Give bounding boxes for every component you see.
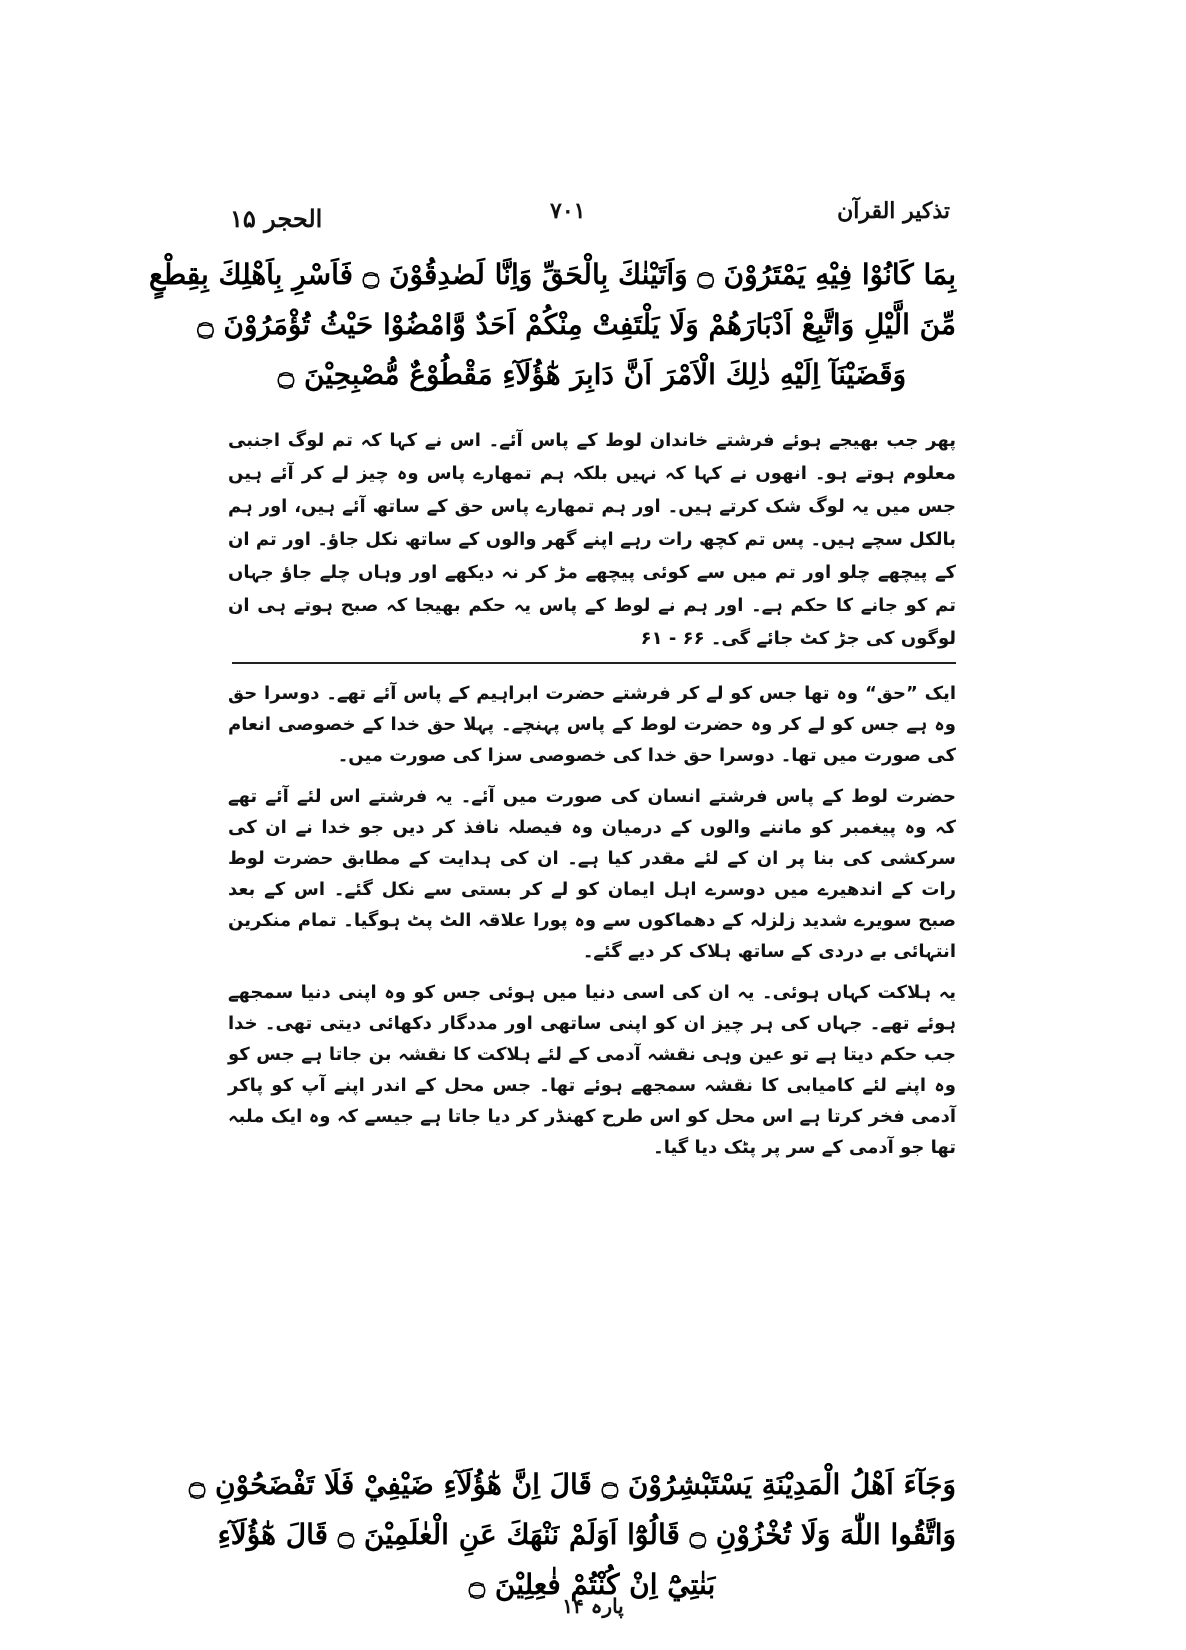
translation-text: پھر جب بھیجے ہوئے فرشتے خاندان لوط کے پاس آئے۔ اس نے کہا کہ تم لوگ اجنبی معلوم ہوتے ہو۔ انھوں نے کہا کہ نہیں بلکہ ہم تمھارے پاس وہ چیز لے کر آئے ہیں جس میں یہ لوگ شک کرتے ہیں۔ اور ہم تمھارے پاس حق کے ساتھ آئے ہیں، اور ہم بالکل سچے ہیں۔ پس تم کچھ رات رہے اپنے گھر والوں کے ساتھ نکل جاؤ۔ اور تم ان کے پیچھے چلو اور تم میں سے کوئی پیچھے مڑ کر نہ دیکھے اور وہاں چلے جاؤ جہاں تم کو جانے کا حکم ہے۔ اور ہم نے لوط کے پاس یہ حکم بھیجا کہ صبح ہوتے ہی ان لوگوں کی جڑ کٹ جائے گی۔ ۶۶ - ۶۱ bbox=[228, 430, 956, 649]
page-header bbox=[230, 198, 950, 242]
verse-line: بِمَا كَانُوْا فِيْهِ يَمْتَرُوْنَ ۝ وَاَتَيْنٰكَ بِالْحَقِّ وَاِنَّا لَصٰدِقُوْنَ ۝ فَاَسْرِ بِاَهْلِكَ بِقِطْعٍ bbox=[148, 258, 956, 291]
translation-block bbox=[228, 424, 956, 655]
surah-label: الحجر ۱۵ bbox=[230, 204, 323, 233]
commentary-paragraph: حضرت لوط کے پاس فرشتے انسان کی صورت میں آئے۔ یہ فرشتے اس لئے آئے تھے کہ وہ پیغمبر کو ماننے والوں کے درمیان وہ فیصلہ نافذ کر دیں جو خدا نے ان کی سرکشی کی بنا پر ان کے لئے مقدر کیا ہے۔ ان کی ہدایت کے مطابق حضرت لوط رات کے اندھیرے میں دوسرے اہل ایمان کو لے کر بستی سے نکل گئے۔ اس کے بعد صبح سویرے شدید زلزلہ کے دھماکوں سے وہ پورا علاقہ الٹ پٹ ہوگیا۔ تمام منکرین انتہائی بے دردی کے ساتھ ہلاک کر دیے گئے۔ bbox=[228, 786, 956, 962]
verse-line: وَاتَّقُوا اللّٰهَ وَلَا تُخْزُوْنِ ۝ قَالُوْٓا اَوَلَمْ نَنْهَكَ عَنِ الْعٰلَمِيْنَ ۝ قَالَ هٰٓؤُلَآءِ bbox=[217, 1518, 956, 1551]
verses-top bbox=[148, 250, 956, 400]
verse-line: وَجَآءَ اَهْلُ الْمَدِيْنَةِ يَسْتَبْشِرُوْنَ ۝ قَالَ اِنَّ هٰٓؤُلَآءِ ضَيْفِيْ فَلَا تَفْضَحُوْنِ ۝ bbox=[188, 1468, 956, 1501]
verse-line: بَنٰتِيْٓ اِنْ كُنْتُمْ فٰعِلِيْنَ ۝ bbox=[468, 1568, 716, 1601]
commentary-paragraph: ایک ”حق“ وہ تھا جس کو لے کر فرشتے حضرت ابراہیم کے پاس آئے تھے۔ دوسرا حق وہ ہے جس کو لے کر وہ حضرت لوط کے پاس پہنچے۔ پہلا حق خدا کے خصوصی انعام کی صورت میں تھا۔ دوسرا حق خدا کی خصوصی سزا کی صورت میں۔ bbox=[228, 683, 956, 766]
para-label: پارہ ۱۴ bbox=[562, 1594, 624, 1618]
commentary-block bbox=[228, 678, 956, 1163]
verse-line: وَقَضَيْنَآ اِلَيْهِ ذٰلِكَ الْاَمْرَ اَنَّ دَابِرَ هٰٓؤُلَآءِ مَقْطُوْعٌ مُّصْبِحِيْنَ ۝ bbox=[277, 358, 907, 391]
verse-line: مِّنَ الَّيْلِ وَاتَّبِعْ اَدْبَارَهُمْ وَلَا يَلْتَفِتْ مِنْكُمْ اَحَدٌ وَّامْضُوْا حَيْثُ تُؤْمَرُوْنَ ۝ bbox=[197, 308, 956, 341]
commentary-paragraph: یہ ہلاکت کہاں ہوئی۔ یہ ان کی اسی دنیا میں ہوئی جس کو وہ اپنی دنیا سمجھے ہوئے تھے۔ جہاں کی ہر چیز ان کو اپنی ساتھی اور مددگار دکھائی دیتی تھی۔ خدا جب حکم دیتا ہے تو عین وہی نقشہ آدمی کے لئے ہلاکت کا نقشہ بن جاتا ہے جس کو وہ اپنے لئے کامیابی کا نقشہ سمجھے ہوئے تھا۔ جس محل کے اندر اپنے آپ کو پاکر آدمی فخر کرتا ہے اس محل کو اس طرح کھنڈر کر دیا جاتا ہے جیسے کہ وہ ایک ملبہ تھا جو آدمی کے سر پر پٹک دیا گیا۔ bbox=[228, 982, 956, 1158]
book-title: تذکیر القرآن bbox=[837, 198, 950, 224]
divider bbox=[232, 662, 956, 664]
page-footer bbox=[0, 1594, 1186, 1618]
verses-bottom bbox=[188, 1460, 956, 1610]
page-number: ۷۰۱ bbox=[550, 198, 586, 224]
